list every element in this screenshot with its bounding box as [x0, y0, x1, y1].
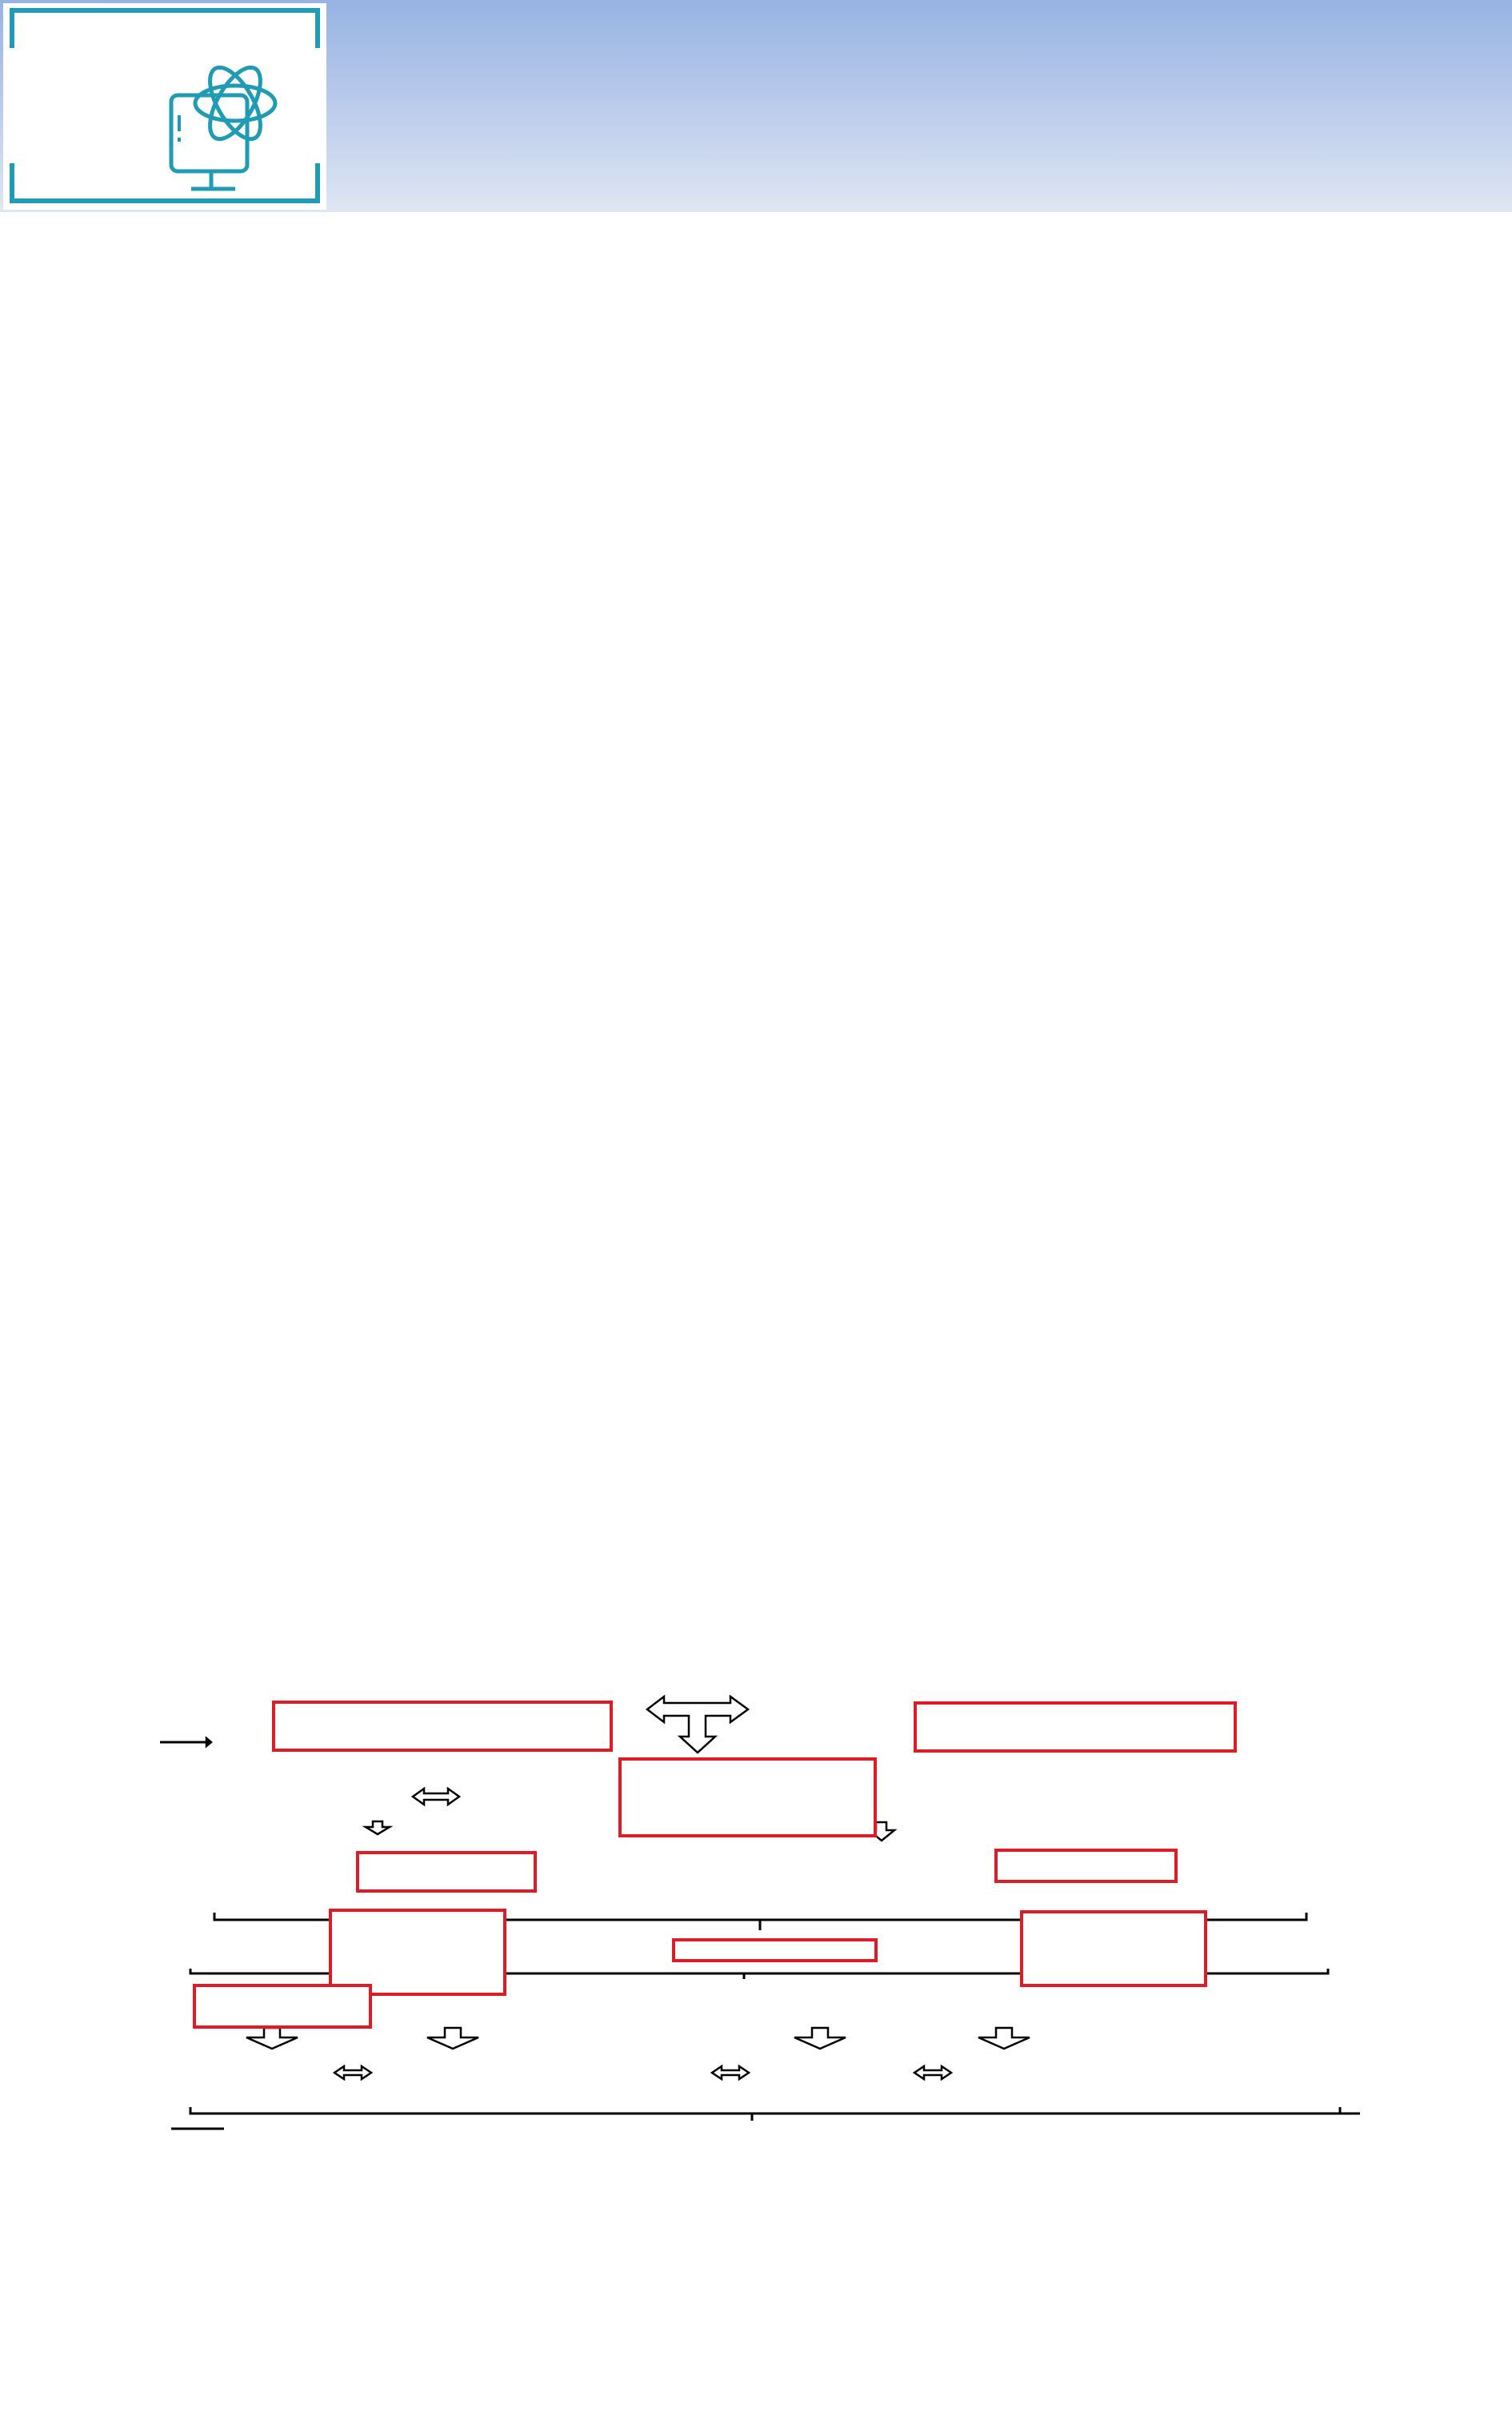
down-arrow-icon — [246, 2028, 298, 2049]
down-arrow-icon — [794, 2028, 846, 2049]
t-block-arrow-icon — [647, 1697, 748, 1753]
arrow-head — [206, 1738, 211, 1746]
diagram-connectors — [0, 1673, 1512, 2153]
box-starting-assumptions — [994, 1849, 1178, 1883]
box-theoretical-foundations — [356, 1851, 537, 1893]
logo-frame-corner — [10, 8, 50, 48]
atom-shape — [195, 60, 275, 147]
box-model — [618, 1757, 877, 1837]
down-arrow-icon — [427, 2028, 478, 2049]
box-scope-left — [272, 1701, 613, 1752]
box-dimensions-list — [1020, 1910, 1207, 1987]
double-arrow-icon — [712, 2066, 749, 2079]
event-logo — [3, 3, 326, 210]
double-arrow-icon — [413, 1789, 459, 1805]
box-foundations-list — [329, 1909, 506, 1996]
down-arrow-icon — [978, 2028, 1030, 2049]
model-diagram — [0, 1673, 1512, 2153]
stage-1-title — [193, 1984, 372, 2029]
double-arrow-icon — [334, 2066, 371, 2079]
box-scope-right — [914, 1701, 1237, 1753]
logo-frame-top — [10, 8, 320, 13]
down-arrow-icon — [366, 1821, 390, 1834]
double-arrow-icon — [914, 2066, 951, 2079]
logo-frame-corner — [10, 163, 50, 203]
box-primary-prevention — [672, 1938, 878, 1962]
computer-atom-icon — [163, 19, 323, 203]
